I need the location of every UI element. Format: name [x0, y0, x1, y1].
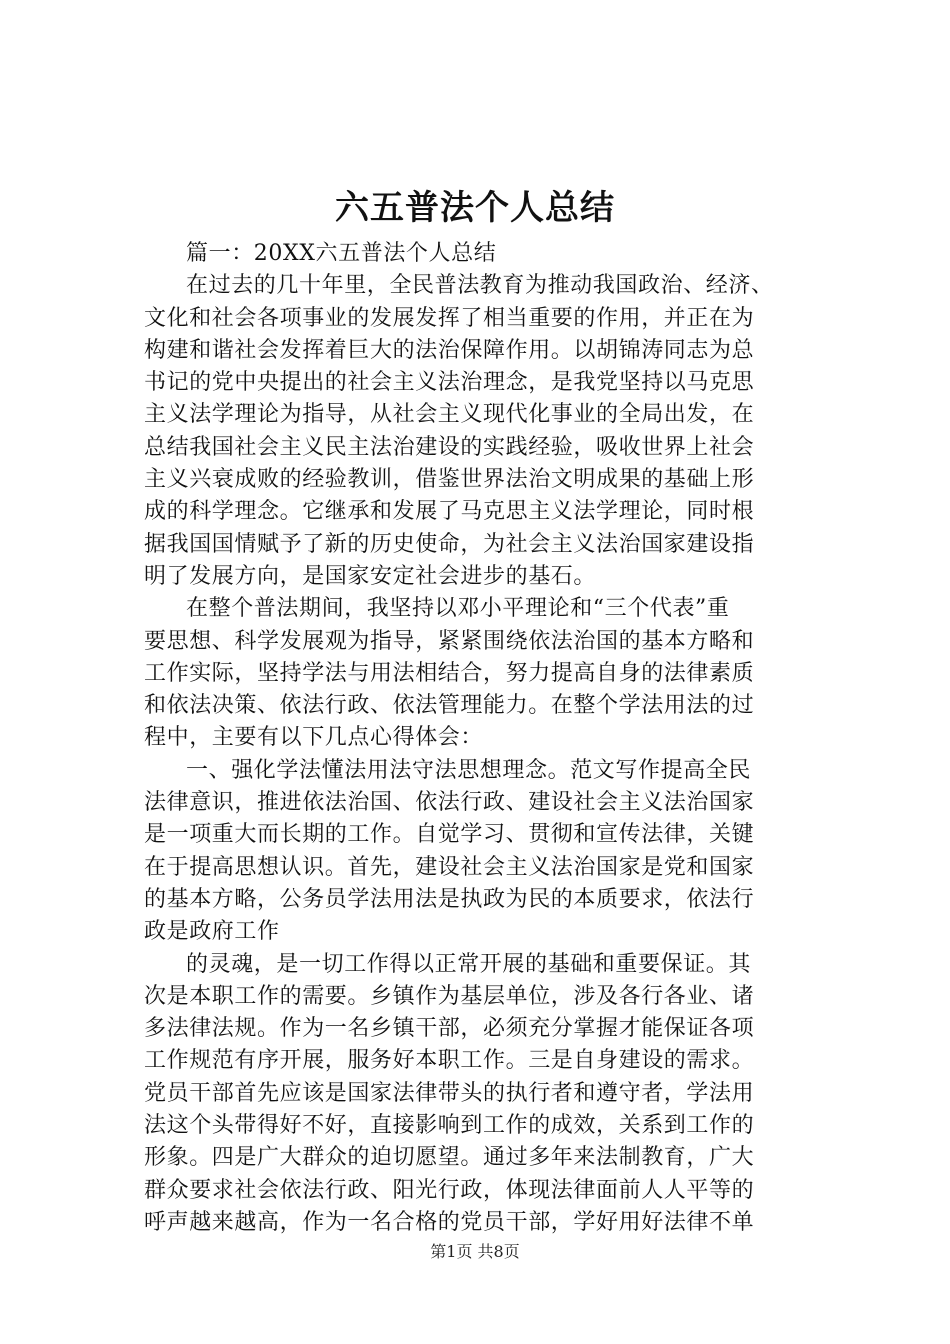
text-line: 在整个普法期间，我坚持以邓小平理论和“三个代表”重 [186, 596, 730, 622]
document-body [144, 238, 844, 1239]
document-title: 六五普法个人总结 [335, 188, 615, 228]
text-line: 书记的党中央提出的社会主义法治理念，是我党坚持以马克思 [144, 370, 755, 396]
text-line: 主义法学理论为指导，从社会主义现代化事业的全局出发，在 [144, 402, 755, 428]
text-line: 法律意识，推进依法治国、依法行政、建设社会主义法治国家 [144, 790, 755, 816]
text-line: 明了发展方向，是国家安定社会进步的基石。 [144, 563, 597, 589]
text-line: 工作实际，坚持学法与用法相结合，努力提高自身的法律素质 [144, 660, 755, 686]
text-line: 和依法决策、依法行政、依法管理能力。在整个学法用法的过 [144, 693, 755, 719]
text-line: 次是本职工作的需要。乡镇作为基层单位，涉及各行各业、诸 [144, 983, 755, 1009]
text-line: 据我国国情赋予了新的历史使命，为社会主义法治国家建设指 [144, 531, 755, 557]
text-line: 要思想、科学发展观为指导，紧紧围绕依法治国的基本方略和 [144, 628, 755, 654]
text-line: 群众要求社会依法行政、阳光行政，体现法律面前人人平等的 [144, 1177, 755, 1203]
text-line: 形象。四是广大群众的迫切愿望。通过多年来法制教育，广大 [144, 1145, 755, 1171]
text-line: 的基本方略，公务员学法用法是执政为民的本质要求，依法行 [144, 886, 755, 912]
text-line: 主义兴衰成败的经验教训，借鉴世界法治文明成果的基础上形 [144, 467, 755, 493]
text-line: 成的科学理念。它继承和发展了马克思主义法学理论，同时根 [144, 499, 755, 525]
text-line: 法这个头带得好不好，直接影响到工作的成效，关系到工作的 [144, 1113, 755, 1139]
page-number: 第1页 共8页 [430, 1242, 520, 1261]
text-line: 多法律法规。作为一名乡镇干部，必须充分掌握才能保证各项 [144, 1016, 755, 1042]
text-line: 工作规范有序开展，服务好本职工作。三是自身建设的需求。 [144, 1048, 755, 1074]
text-line: 程中，主要有以下几点心得体会： [144, 725, 484, 751]
text-line: 构建和谐社会发挥着巨大的法治保障作用。以胡锦涛同志为总 [144, 337, 755, 363]
text-line: 在过去的几十年里，全民普法教育为推动我国政治、经济、 [186, 273, 774, 299]
text-line: 总结我国社会主义民主法治建设的实践经验，吸收世界上社会 [144, 434, 755, 460]
text-line: 篇一：20XX六五普法个人总结 [186, 241, 497, 266]
text-line: 文化和社会各项事业的发展发挥了相当重要的作用，并正在为 [144, 305, 755, 331]
text-line: 呼声越来越高，作为一名合格的党员干部，学好用好法律不单 [144, 1209, 755, 1235]
text-line: 在于提高思想认识。首先，建设社会主义法治国家是党和国家 [144, 854, 755, 880]
text-line: 政是政府工作 [144, 919, 280, 945]
text-line: 是一项重大而长期的工作。自觉学习、贯彻和宣传法律，关键 [144, 822, 755, 848]
text-line: 的灵魂，是一切工作得以正常开展的基础和重要保证。其 [186, 951, 752, 977]
text-line: 党员干部首先应该是国家法律带头的执行者和遵守者，学法用 [144, 1080, 755, 1106]
text-line: 一、强化学法懂法用法守法思想理念。范文写作提高全民 [186, 757, 752, 783]
